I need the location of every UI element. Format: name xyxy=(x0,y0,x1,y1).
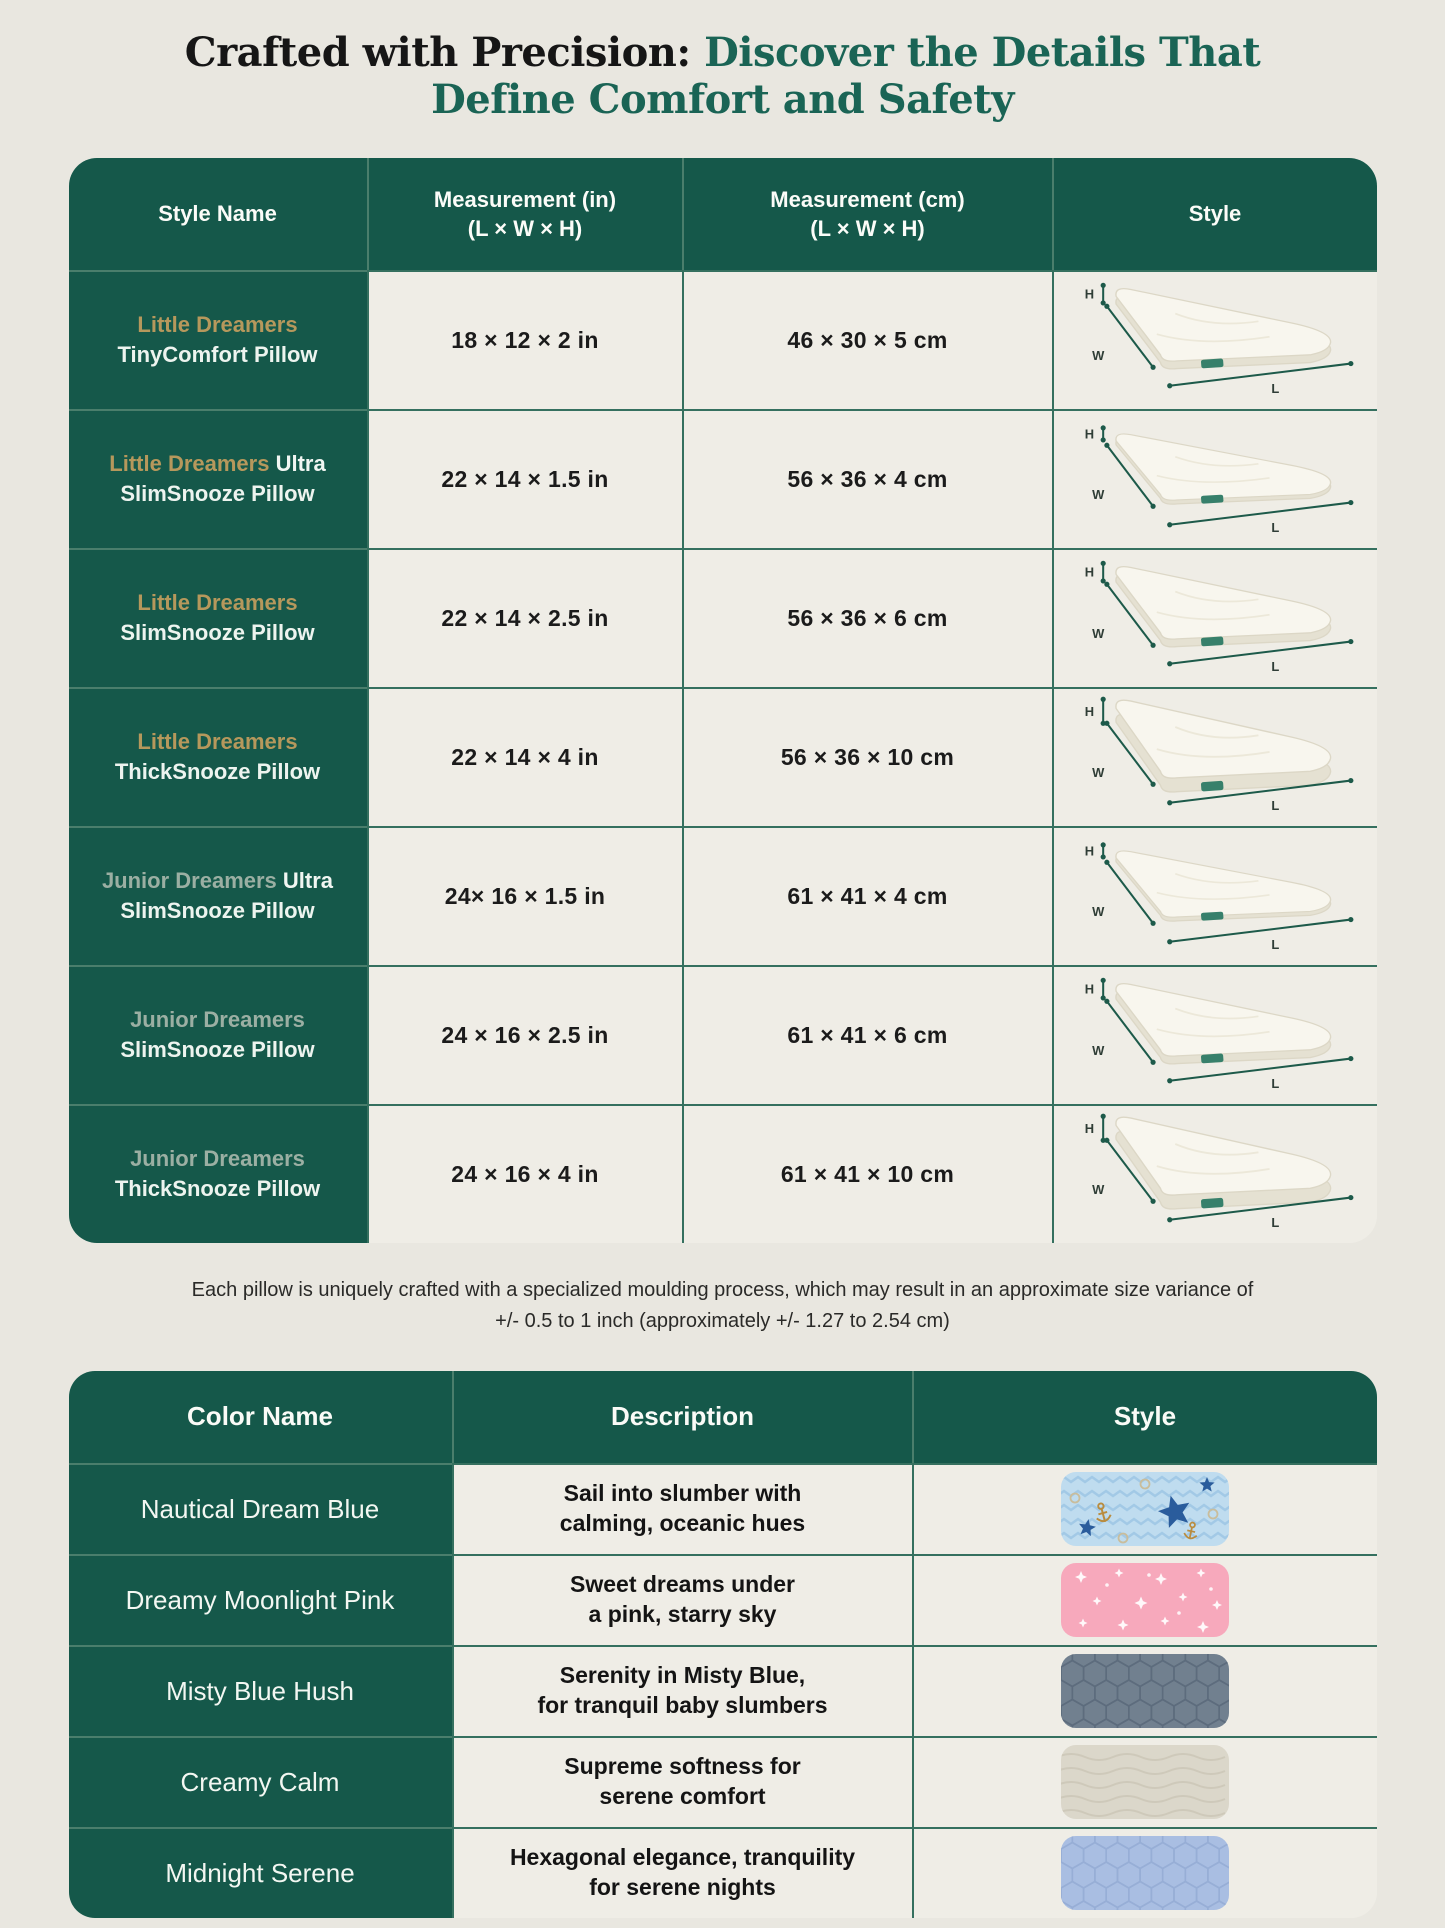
measurement-in-value: 24 × 16 × 4 in xyxy=(367,1104,682,1243)
title-prefix: Crafted with Precision: xyxy=(184,29,705,76)
description-line1: Serenity in Misty Blue, xyxy=(559,1662,806,1689)
description-line2: a pink, starry sky xyxy=(588,1601,777,1628)
svg-text:W: W xyxy=(1092,1181,1105,1197)
color-name: Nautical Dream Blue xyxy=(69,1463,452,1554)
style-name-cell xyxy=(69,270,367,409)
pillow-illustration xyxy=(1052,548,1377,687)
svg-text:W: W xyxy=(1092,903,1105,919)
size-table-body xyxy=(69,270,1377,1243)
description-line2: for tranquil baby slumbers xyxy=(537,1692,828,1719)
pillow-image xyxy=(1065,968,1365,1102)
style-name-line1 xyxy=(130,1144,305,1174)
pillow-illustration xyxy=(1052,826,1377,965)
color-description xyxy=(452,1554,912,1645)
swatch-image xyxy=(1061,1654,1229,1728)
product-name: TinyComfort Pillow xyxy=(117,342,318,368)
svg-text:H: H xyxy=(1084,286,1095,302)
size-table-header xyxy=(69,158,1377,270)
svg-text:W: W xyxy=(1092,347,1105,363)
svg-text:H: H xyxy=(1084,703,1095,719)
size-variance-disclaimer xyxy=(0,1275,1445,1337)
measurement-cm-value: 56 × 36 × 4 cm xyxy=(682,409,1052,548)
product-name: SlimSnooze Pillow xyxy=(120,481,315,507)
measurement-in-value: 22 × 14 × 4 in xyxy=(367,687,682,826)
color-description xyxy=(452,1463,912,1554)
style-name-line1 xyxy=(137,310,297,340)
fabric-swatch xyxy=(912,1645,1377,1736)
description-line2: calming, oceanic hues xyxy=(559,1510,806,1537)
description-line1: Hexagonal elegance, tranquility xyxy=(509,1844,856,1871)
measurement-in-value: 24 × 16 × 2.5 in xyxy=(367,965,682,1104)
color-name: Midnight Serene xyxy=(69,1827,452,1918)
color-table-header xyxy=(69,1371,1377,1463)
color-table-row xyxy=(69,1463,1377,1554)
style-name-cell xyxy=(69,1104,367,1243)
style-name-line1 xyxy=(102,866,333,896)
color-table-row xyxy=(69,1736,1377,1827)
svg-text:H: H xyxy=(1084,1120,1095,1136)
style-name-line1 xyxy=(137,588,297,618)
color-table-row xyxy=(69,1645,1377,1736)
header-label: Measurement (cm) xyxy=(770,186,965,212)
pillow-image xyxy=(1065,412,1365,546)
pillow-image xyxy=(1065,551,1365,685)
description-line1: Sail into slumber with xyxy=(563,1480,802,1507)
header-label: (L × W × H) xyxy=(467,215,583,241)
color-name: Creamy Calm xyxy=(69,1736,452,1827)
svg-text:W: W xyxy=(1092,625,1105,641)
color-table xyxy=(69,1371,1377,1918)
pillow-image xyxy=(1065,690,1365,824)
style-name-line1 xyxy=(137,727,297,757)
swatch-image xyxy=(1061,1836,1229,1910)
svg-text:H: H xyxy=(1084,981,1095,997)
color-name: Misty Blue Hush xyxy=(69,1645,452,1736)
header-label: Style xyxy=(1188,201,1242,227)
size-table-row xyxy=(69,1104,1377,1243)
pillow-image xyxy=(1065,829,1365,963)
brand-name: Junior Dreamers xyxy=(130,1006,305,1032)
measurement-cm-value: 61 × 41 × 6 cm xyxy=(682,965,1052,1104)
column-header-color-name: Color Name xyxy=(187,1401,333,1432)
style-name-line1 xyxy=(130,1005,305,1035)
color-table-body xyxy=(69,1463,1377,1918)
color-name: Dreamy Moonlight Pink xyxy=(69,1554,452,1645)
page-title-line1 xyxy=(0,30,1445,77)
column-header-style-name xyxy=(69,158,367,270)
product-name: SlimSnooze Pillow xyxy=(120,1037,315,1063)
size-table xyxy=(69,158,1377,1243)
brand-suffix: Ultra xyxy=(276,867,334,893)
measurement-in-value: 24× 16 × 1.5 in xyxy=(367,826,682,965)
header-label: Style Name xyxy=(158,201,277,227)
svg-text:L: L xyxy=(1271,1215,1280,1231)
measurement-in-value: 22 × 14 × 2.5 in xyxy=(367,548,682,687)
svg-text:W: W xyxy=(1092,486,1105,502)
style-name-line1 xyxy=(109,449,325,479)
brand-name: Little Dreamers xyxy=(137,728,298,754)
column-header-swatch-style: Style xyxy=(912,1371,1377,1463)
color-description xyxy=(452,1736,912,1827)
svg-text:L: L xyxy=(1271,659,1280,675)
brand-name: Junior Dreamers xyxy=(101,867,277,893)
color-table-row xyxy=(69,1827,1377,1918)
header-label: (L × W × H) xyxy=(810,215,925,241)
product-name: SlimSnooze Pillow xyxy=(120,620,315,646)
measurement-in-value: 22 × 14 × 1.5 in xyxy=(367,409,682,548)
column-header-measurement-cm xyxy=(682,158,1052,270)
description-line1: Supreme softness for xyxy=(564,1753,801,1780)
svg-text:L: L xyxy=(1271,937,1280,953)
size-table-row xyxy=(69,548,1377,687)
column-header-description: Description xyxy=(452,1371,912,1463)
brand-name: Little Dreamers xyxy=(137,311,298,337)
measurement-cm-value: 61 × 41 × 10 cm xyxy=(682,1104,1052,1243)
fabric-swatch xyxy=(912,1736,1377,1827)
product-name: SlimSnooze Pillow xyxy=(120,898,315,924)
style-name-cell xyxy=(69,687,367,826)
svg-text:W: W xyxy=(1092,764,1105,780)
product-name: ThickSnooze Pillow xyxy=(114,759,321,785)
size-table-row xyxy=(69,687,1377,826)
measurement-cm-value: 61 × 41 × 4 cm xyxy=(682,826,1052,965)
brand-name: Little Dreamers xyxy=(137,589,298,615)
pillow-image xyxy=(1065,1107,1365,1241)
page-title xyxy=(0,0,1445,124)
brand-suffix: Ultra xyxy=(269,450,326,476)
measurement-cm-value: 56 × 36 × 6 cm xyxy=(682,548,1052,687)
size-table-row xyxy=(69,826,1377,965)
svg-text:W: W xyxy=(1092,1042,1105,1058)
style-name-cell xyxy=(69,409,367,548)
title-highlight-line2: Define Comfort and Safety xyxy=(431,75,1014,123)
svg-text:H: H xyxy=(1084,564,1095,580)
description-line2: serene comfort xyxy=(599,1783,766,1810)
pillow-image xyxy=(1065,273,1365,407)
size-table-row xyxy=(69,965,1377,1104)
column-header-measurement-in xyxy=(367,158,682,270)
description-line1: Sweet dreams under xyxy=(570,1571,795,1598)
pillow-illustration xyxy=(1052,270,1377,409)
measurement-cm-value: 56 × 36 × 10 cm xyxy=(682,687,1052,826)
pillow-illustration xyxy=(1052,687,1377,826)
brand-name: Little Dreamers xyxy=(109,450,270,476)
swatch-image xyxy=(1061,1563,1229,1637)
svg-text:L: L xyxy=(1271,520,1280,536)
fabric-swatch xyxy=(912,1827,1377,1918)
color-description xyxy=(452,1645,912,1736)
style-name-cell xyxy=(69,548,367,687)
svg-text:H: H xyxy=(1084,426,1095,442)
color-description xyxy=(452,1827,912,1918)
fabric-swatch xyxy=(912,1463,1377,1554)
size-table-row xyxy=(69,270,1377,409)
brand-name: Junior Dreamers xyxy=(130,1145,305,1171)
swatch-image xyxy=(1061,1745,1229,1819)
svg-text:L: L xyxy=(1271,381,1280,397)
column-header-style xyxy=(1052,158,1377,270)
swatch-image xyxy=(1061,1472,1229,1546)
color-table-row xyxy=(69,1554,1377,1645)
pillow-illustration xyxy=(1052,409,1377,548)
svg-text:L: L xyxy=(1271,1076,1280,1092)
size-table-row xyxy=(69,409,1377,548)
fabric-swatch xyxy=(912,1554,1377,1645)
description-line2: for serene nights xyxy=(589,1874,776,1901)
disclaimer-line1: Each pillow is uniquely crafted with a specialized moulding process, which may result in an approximate size variance of xyxy=(191,1278,1254,1301)
svg-text:H: H xyxy=(1084,843,1095,859)
header-label: Measurement (in) xyxy=(433,186,617,212)
disclaimer-line2: +/- 0.5 to 1 inch (approximately +/- 1.27 to 2.54 cm) xyxy=(495,1309,950,1332)
pillow-illustration xyxy=(1052,965,1377,1104)
title-highlight-line1: Discover the Details That xyxy=(704,29,1261,76)
svg-text:L: L xyxy=(1271,798,1280,814)
pillow-illustration xyxy=(1052,1104,1377,1243)
measurement-in-value: 18 × 12 × 2 in xyxy=(367,270,682,409)
product-name: ThickSnooze Pillow xyxy=(114,1176,321,1202)
style-name-cell xyxy=(69,965,367,1104)
measurement-cm-value: 46 × 30 × 5 cm xyxy=(682,270,1052,409)
style-name-cell xyxy=(69,826,367,965)
